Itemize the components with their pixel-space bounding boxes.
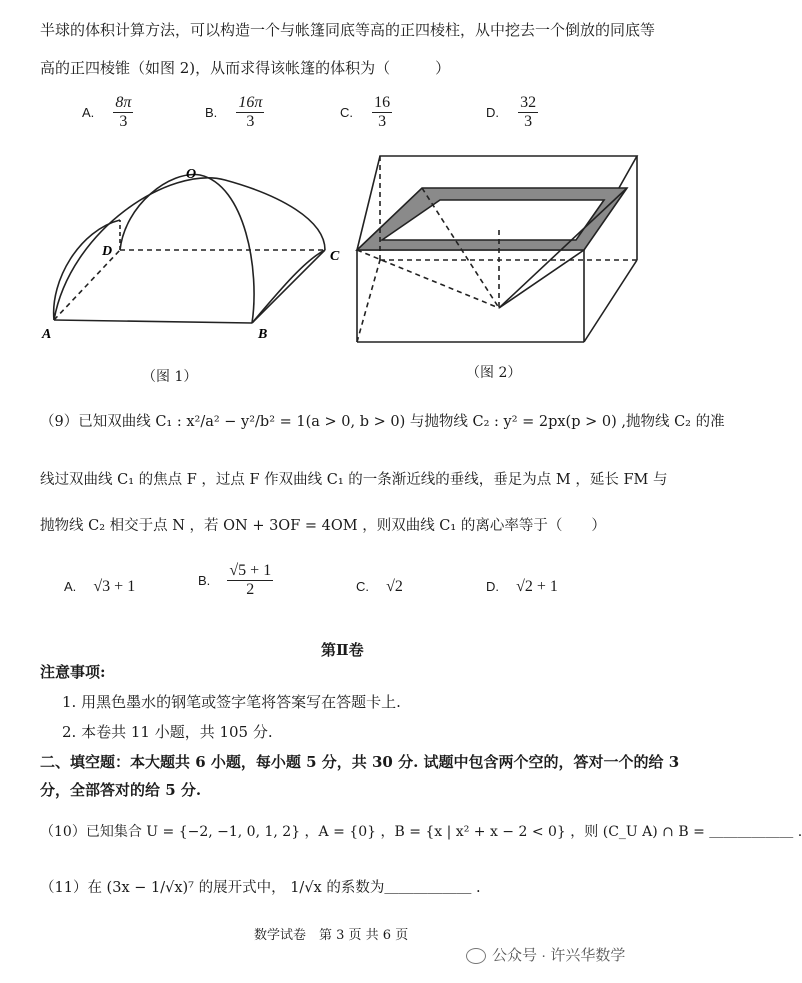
fill-instructions-line-2: 分，全部答对的给 5 分. bbox=[40, 781, 202, 799]
figure-2-caption: （图 2） bbox=[466, 365, 522, 381]
watermark: 公众号 · 许兴华数学 bbox=[466, 944, 625, 965]
q9-option-d: D. √2 + 1 bbox=[486, 578, 558, 595]
fig1-label-b: B bbox=[258, 327, 268, 342]
q9-line-1: （9）已知双曲线 C₁ : x²/a² − y²/b² = 1(a > 0, b > 0) 与抛物线 C₂ : y² = 2px(p > 0) ,抛物线 C₂ 的准 bbox=[40, 414, 725, 430]
q8-option-c: C. $\frac{16}{3}$ bbox=[340, 94, 391, 130]
notice-title: 注意事项: bbox=[40, 663, 106, 681]
q8-option-d: D. $\frac{32}{3}$ bbox=[486, 94, 537, 130]
q9-option-a: A. √3 + 1 bbox=[64, 578, 136, 595]
q9-line-2: 线过双曲线 C₁ 的焦点 F ，过点 F 作双曲线 C₁ 的一条渐近线的垂线，垂足为点 M ，延长 FM 与 bbox=[40, 472, 668, 488]
q11-text: （11）在 (3x − 1/√x)⁷ 的展开式中， 1/√x 的系数为＿＿＿＿＿＿ . bbox=[40, 880, 481, 896]
fig1-label-a: A bbox=[42, 327, 52, 342]
intro-line-1: 半球的体积计算方法，可以构造一个与帐篷同底等高的正四棱柱，从中挖去一个倒放的同底等 bbox=[40, 21, 656, 39]
figure-1-tent bbox=[40, 160, 350, 350]
figure-2-prism bbox=[352, 150, 652, 350]
fig1-label-c: C bbox=[330, 249, 340, 264]
q8-option-b: B. $\frac{16\pi}{3}$ bbox=[205, 94, 263, 130]
q9-option-b: B. $\frac{√5 + 1}{2}$ bbox=[198, 562, 272, 598]
notice-item-2: 2. 本卷共 11 小题，共 105 分. bbox=[62, 723, 273, 741]
q8-option-a: A. $\frac{8\pi}{3}$ bbox=[82, 94, 132, 130]
fig1-label-o: O bbox=[186, 167, 197, 182]
q9-option-c: C. √2 bbox=[356, 578, 403, 595]
q9-line-3: 抛物线 C₂ 相交于点 N ，若 ON + 3OF = 4OM ，则双曲线 C₁ 的离心率等于（ ） bbox=[40, 518, 606, 534]
figure-1-caption: （图 1） bbox=[142, 369, 198, 385]
wechat-icon bbox=[466, 948, 486, 964]
page-footer: 数学试卷 第 3 页 共 6 页 bbox=[254, 928, 409, 943]
q10-text: （10）已知集合 U = {−2, −1, 0, 1, 2} ，A = {0} ，B = {x | x² + x − 2 < 0} ，则 (C_U A) ∩ B = ＿＿＿＿＿＿ . bbox=[40, 824, 802, 840]
fill-instructions-line-1: 二、填空题：本大题共 6 小题，每小题 5 分，共 30 分. 试题中包含两个空的，答对一个的给 3 bbox=[40, 753, 680, 771]
fig1-label-d: D bbox=[102, 244, 113, 259]
section-2-title: 第Ⅱ卷 bbox=[321, 641, 364, 659]
notice-item-1: 1. 用黑色墨水的钢笔或签字笔将答案写在答题卡上. bbox=[62, 693, 401, 711]
intro-line-2: 高的正四棱锥（如图 2)，从而求得该帐篷的体积为（ ） bbox=[40, 59, 451, 77]
